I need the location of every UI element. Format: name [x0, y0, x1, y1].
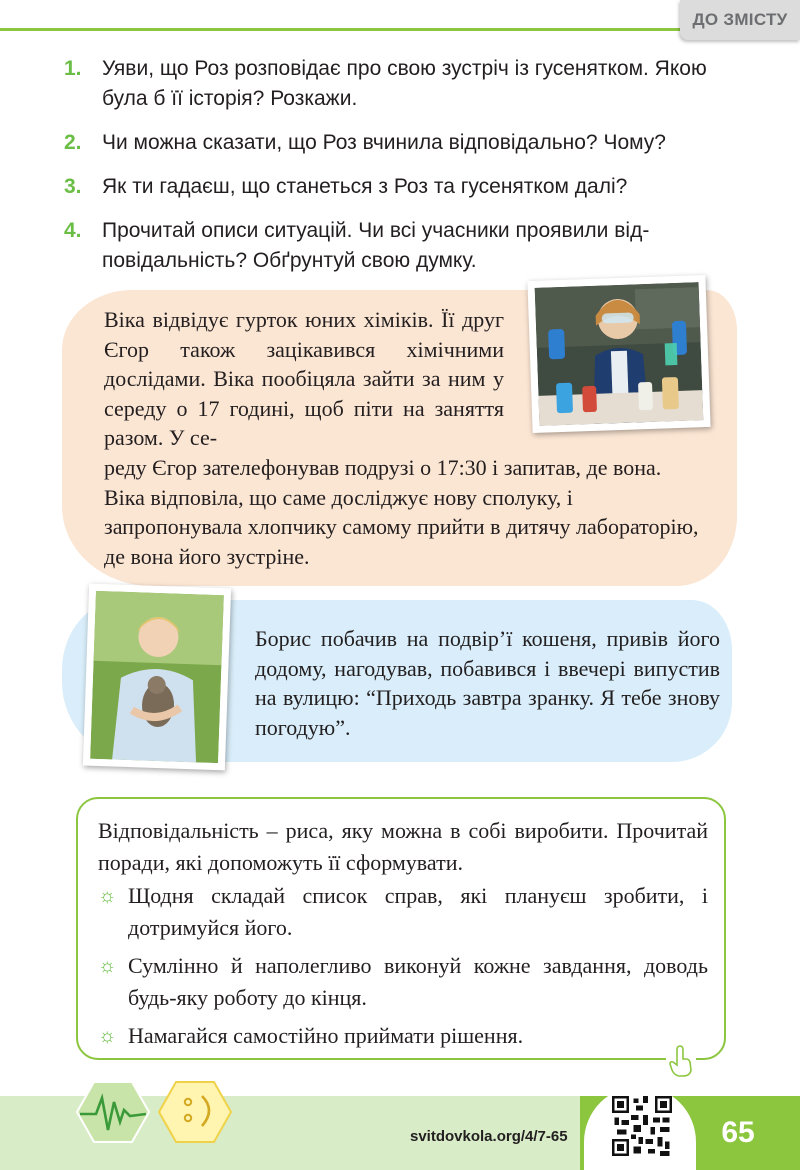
- sun-icon: ☼: [98, 955, 117, 977]
- questions-list: [64, 54, 744, 290]
- vika-story-text-bottom: реду Єгор зателефонував подрузі о 17:30 і запитав, де вона. Віка відповіла, що саме досліджує нову сполуку, і запропонувала хлопчику самому прийти в дитячу лабораторію, де вона його зустріне.: [104, 455, 699, 569]
- tip-text: Сумлінно й наполегливо виконуй кожне завдання, доводь будь-яку роботу до кінця.: [128, 953, 708, 1010]
- smile-hexagon-icon: [158, 1080, 232, 1144]
- footer-url-link[interactable]: svitdovkola.org/4/7-65: [410, 1128, 568, 1145]
- question-item: [64, 172, 744, 202]
- tip-item: [98, 1020, 708, 1052]
- tip-text: Намагайся самостійно приймати рішення.: [128, 1023, 524, 1048]
- question-text: Як ти гадаєш, що станеться з Роз та гусенятком далі?: [102, 175, 628, 198]
- question-text: Уяви, що Роз розповідає про свою зустріч із гусенятком. Якою була б її історія? Розкажи.: [102, 57, 707, 110]
- boris-story-text: Борис побачив на подвір’ї кошеня, привів його додому, нагодував, побавився і ввечері випустив на вулицю: “Приходь завтра зранку. Я тебе знову погодую”.: [255, 626, 720, 740]
- heartbeat-hexagon-icon: [76, 1080, 150, 1144]
- table-of-contents-link[interactable]: ДО ЗМІСТУ: [680, 0, 800, 40]
- question-number: 4.: [64, 219, 82, 242]
- question-number: 2.: [64, 131, 82, 154]
- tip-text: Щодня складай список справ, які плануєш зробити, і дотримуйся його.: [128, 883, 708, 940]
- question-item: [64, 216, 744, 276]
- tips-intro: Відповідальність – риса, яку можна в собі виробити. Прочитай поради, які допоможуть її сформувати.: [98, 818, 708, 875]
- qr-code-icon[interactable]: [612, 1096, 672, 1156]
- pointing-hand-icon: [666, 1044, 696, 1078]
- question-number: 1.: [64, 57, 82, 80]
- question-text: Чи можна сказати, що Роз вчинила відповідально? Чому?: [102, 131, 666, 154]
- sun-icon: ☼: [98, 885, 117, 907]
- tip-item: [98, 880, 708, 944]
- question-item: [64, 54, 744, 114]
- question-item: [64, 128, 744, 158]
- tip-item: [98, 950, 708, 1014]
- page-number: 65: [721, 1116, 755, 1149]
- tips-list: [98, 880, 708, 1058]
- chemistry-girl-photo: [527, 275, 710, 433]
- sun-icon: ☼: [98, 1025, 117, 1047]
- vika-story-text-top: Віка відвідує гурток юних хіміків. Її друг Єгор також зацікавився хімічними дослідами. Віка пообіцяла зайти за ним у середу о 17 годині, щоб піти на заняття разом. У се-: [104, 307, 504, 450]
- question-text: Прочитай описи ситуацій. Чи всі учасники проявили відповідальність? Обґрунтуй свою думку.: [102, 219, 650, 272]
- boy-with-kitten-photo: [83, 584, 231, 771]
- question-number: 3.: [64, 175, 82, 198]
